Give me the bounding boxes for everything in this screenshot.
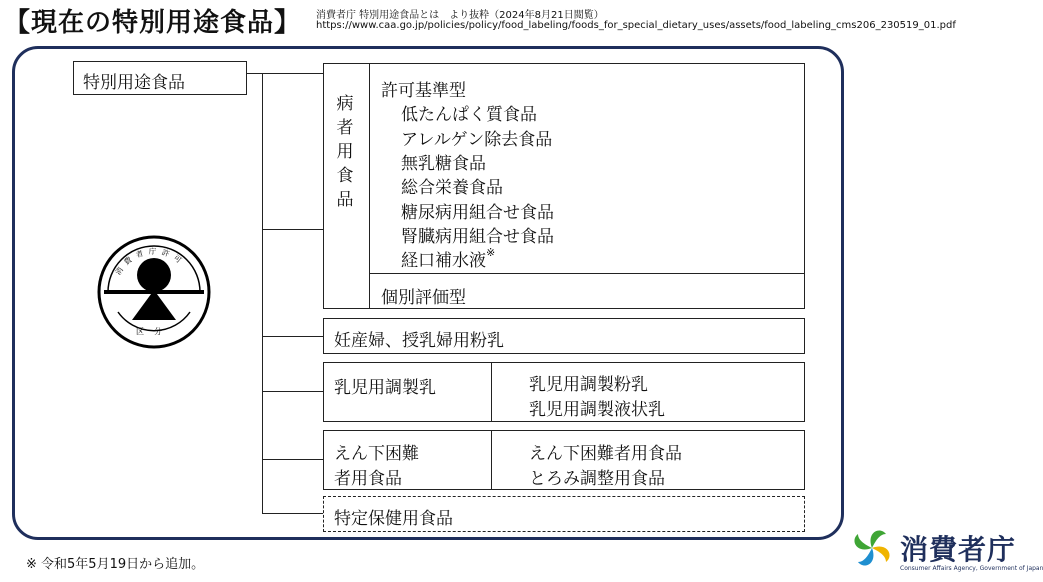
patient-vertical-label: 病 者 用 食 品 bbox=[336, 94, 354, 210]
seal-head bbox=[137, 258, 171, 292]
connector-dysphagia bbox=[262, 459, 323, 460]
seal-bottom-text: 区分 bbox=[136, 327, 172, 336]
dysphagia-label-line1: えん下困難 bbox=[334, 444, 419, 464]
infant-item: 乳児用調製粉乳 bbox=[529, 375, 648, 395]
infant-divider bbox=[491, 363, 492, 421]
infant-item: 乳児用調製液状乳 bbox=[529, 400, 665, 420]
footnote: ※ 令和5年5月19日から追加。 bbox=[26, 557, 205, 572]
health-food-box bbox=[323, 496, 805, 532]
source-url: https://www.caa.go.jp/policies/policy/food_labeling/foods_for_special_dietary_uses/assets/food_labeling_cms206_230519_01.pdf bbox=[316, 20, 956, 31]
patient-item: 低たんぱく質食品 bbox=[401, 105, 537, 125]
source-citation: 消費者庁 特別用途食品とは より抜粋（2024年8月21日閲覧） bbox=[316, 10, 604, 21]
root-box bbox=[73, 61, 247, 95]
approval-seal-icon bbox=[96, 234, 212, 350]
connector-patient bbox=[262, 229, 323, 230]
page-title: 【現在の特別用途食品】 bbox=[4, 8, 302, 38]
patient-item: 総合栄養食品 bbox=[401, 178, 503, 198]
permit-type-label: 許可基準型 bbox=[381, 81, 466, 101]
connector-infant bbox=[262, 391, 323, 392]
patient-item: 無乳糖食品 bbox=[401, 154, 486, 174]
connector-root bbox=[247, 73, 323, 74]
dysphagia-item: えん下困難者用食品 bbox=[529, 444, 682, 464]
root-label: 特別用途食品 bbox=[83, 73, 185, 93]
caa-logo-subtext: Consumer Affairs Agency, Government of Japan bbox=[900, 565, 1043, 572]
dysphagia-label-line2: 者用食品 bbox=[334, 469, 402, 489]
seal-body bbox=[132, 290, 176, 320]
caa-logo-mark-icon bbox=[846, 522, 898, 574]
patient-item: アレルゲン除去食品 bbox=[401, 130, 553, 150]
connector-trunk bbox=[262, 73, 263, 513]
individual-eval-label: 個別評価型 bbox=[381, 288, 466, 308]
patient-item: 経口補水液※ bbox=[401, 246, 496, 271]
pregnant-box bbox=[323, 318, 805, 354]
dysphagia-item: とろみ調整用食品 bbox=[529, 469, 665, 489]
connector-pregnant bbox=[262, 336, 323, 337]
patient-item: 腎臓病用組合せ食品 bbox=[401, 227, 554, 247]
dysphagia-divider bbox=[491, 431, 492, 489]
patient-split bbox=[369, 273, 805, 274]
connector-health bbox=[262, 513, 323, 514]
seal-top-text: 消費者庁許可 bbox=[113, 246, 188, 277]
dysphagia-box bbox=[323, 430, 805, 490]
infant-label: 乳児用調製乳 bbox=[334, 378, 436, 398]
footnote-mark: ※ bbox=[486, 246, 496, 259]
caa-logo-text: 消費者庁 bbox=[900, 533, 1017, 566]
health-food-label: 特定保健用食品 bbox=[334, 509, 453, 529]
patient-item: 糖尿病用組合せ食品 bbox=[401, 203, 554, 223]
infant-box bbox=[323, 362, 805, 422]
pregnant-label: 妊産婦、授乳婦用粉乳 bbox=[334, 331, 504, 351]
